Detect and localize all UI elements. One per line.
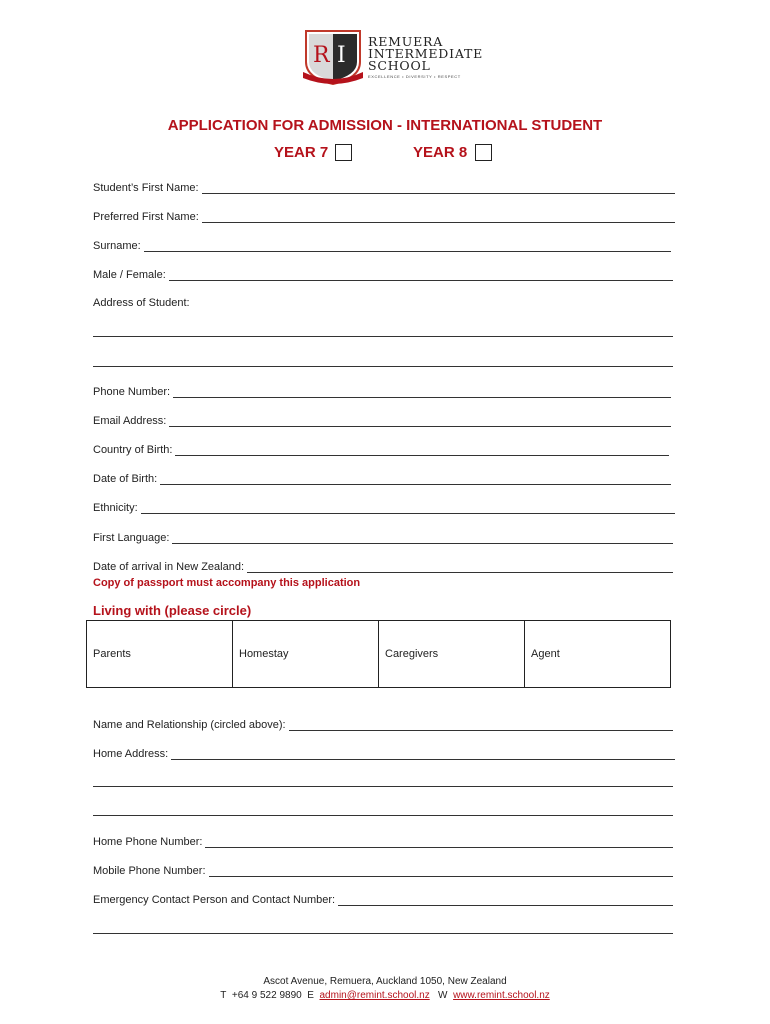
country-birth-field[interactable]: Country of Birth: xyxy=(93,443,669,456)
option-agent[interactable]: Agent xyxy=(525,621,671,688)
home-address-line-1[interactable] xyxy=(93,786,673,787)
living-with-options xyxy=(86,620,671,688)
year7-checkbox[interactable] xyxy=(335,144,352,161)
passport-note: Copy of passport must accompany this application xyxy=(93,577,361,589)
dob-field[interactable]: Date of Birth: xyxy=(93,472,671,485)
footer-email-link[interactable]: admin@remint.school.nz xyxy=(319,990,430,1001)
preferred-name-field[interactable]: Preferred First Name: xyxy=(93,210,675,223)
school-name: REMUERA INTERMEDIATE SCHOOL xyxy=(368,34,484,73)
mobile-phone-field[interactable]: Mobile Phone Number: xyxy=(93,864,673,877)
svg-text:R: R xyxy=(313,43,330,68)
emergency-contact-field[interactable]: Emergency Contact Person and Contact Number: xyxy=(93,893,673,906)
school-logo xyxy=(303,28,363,86)
ethnicity-field[interactable]: Ethnicity: xyxy=(93,501,675,514)
option-parents[interactable]: Parents xyxy=(87,621,233,688)
home-phone-field[interactable]: Home Phone Number: xyxy=(93,835,673,848)
email-field[interactable]: Email Address: xyxy=(93,414,671,427)
arrival-date-field[interactable]: Date of arrival in New Zealand: xyxy=(93,560,673,573)
surname-field[interactable]: Surname: xyxy=(93,239,671,252)
svg-text:I: I xyxy=(337,43,346,68)
home-address-field[interactable]: Home Address: xyxy=(93,747,675,760)
footer-phone: +64 9 522 9890 xyxy=(231,990,302,1001)
option-caregivers[interactable]: Caregivers xyxy=(379,621,525,688)
year8-checkbox[interactable] xyxy=(475,144,492,161)
name-relationship-field[interactable]: Name and Relationship (circled above): xyxy=(93,718,673,731)
option-homestay[interactable]: Homestay xyxy=(233,621,379,688)
year8-label: YEAR 8 xyxy=(413,144,468,161)
first-name-field[interactable]: Student’s First Name: xyxy=(93,181,675,194)
living-with-heading: Living with (please circle) xyxy=(93,603,252,618)
emergency-contact-line-2[interactable] xyxy=(93,933,673,934)
address-line-2[interactable] xyxy=(93,366,673,367)
address-line-1[interactable] xyxy=(93,336,673,337)
footer-address: Ascot Avenue, Remuera, Auckland 1050, New Zealand xyxy=(263,976,507,987)
footer-contact: T +64 9 522 9890 E admin@remint.school.nz W www.remint.school.nz xyxy=(220,990,550,1001)
year7-label: YEAR 7 xyxy=(274,144,329,161)
home-address-line-2[interactable] xyxy=(93,815,673,816)
school-tagline: EXCELLENCE • DIVERSITY • RESPECT xyxy=(368,74,461,79)
gender-field[interactable]: Male / Female: xyxy=(93,268,673,281)
phone-field[interactable]: Phone Number: xyxy=(93,385,671,398)
first-language-field[interactable]: First Language: xyxy=(93,531,673,544)
form-title: APPLICATION FOR ADMISSION - INTERNATIONAL STUDENT xyxy=(167,117,603,134)
footer-website-link[interactable]: www.remint.school.nz xyxy=(453,990,550,1001)
address-label: Address of Student: xyxy=(93,297,190,309)
